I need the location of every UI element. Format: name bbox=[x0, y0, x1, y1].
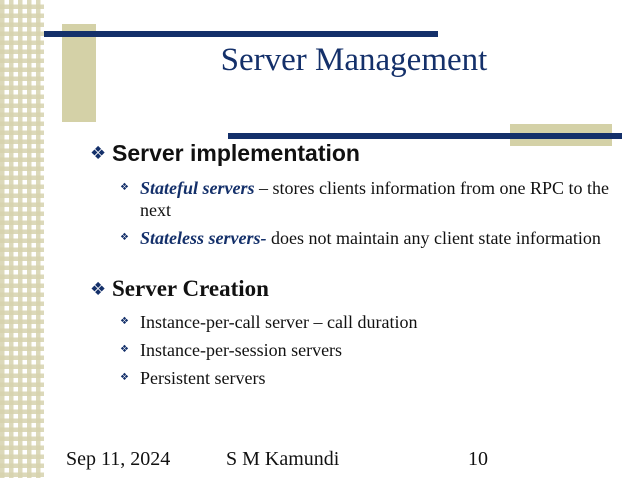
item-text: Instance-per-session servers bbox=[140, 340, 343, 360]
diamond-bullet-icon: ❖ bbox=[90, 143, 107, 164]
small-diamond-bullet-icon: ❖ bbox=[120, 182, 129, 193]
section-heading-label: Server implementation bbox=[112, 140, 360, 166]
list-item-persistent-servers bbox=[120, 367, 610, 389]
footer-date: Sep 11, 2024 bbox=[66, 448, 171, 470]
diamond-bullet-icon: ❖ bbox=[90, 278, 107, 300]
item-text: Persistent servers bbox=[140, 368, 266, 388]
list-item-instance-per-call bbox=[120, 311, 610, 333]
list-item-instance-per-session bbox=[120, 339, 610, 361]
small-diamond-bullet-icon: ❖ bbox=[120, 344, 129, 355]
item-text: – stores clients information from one RPC to the next bbox=[140, 178, 609, 220]
slide-title: Server Management bbox=[220, 42, 488, 78]
item-text: Instance-per-call server – call duration bbox=[140, 312, 418, 332]
decorative-bar-top bbox=[44, 31, 438, 37]
list-item-stateless-servers bbox=[120, 227, 610, 249]
footer-author: S M Kamundi bbox=[226, 448, 340, 470]
decorative-bar-mid bbox=[228, 133, 622, 139]
item-text: does not maintain any client state information bbox=[266, 228, 601, 248]
section-heading-server-implementation bbox=[90, 140, 360, 167]
footer-page-number: 10 bbox=[468, 448, 488, 470]
section-heading-label: Server Creation bbox=[112, 276, 269, 301]
list-item-stateful-servers bbox=[120, 177, 610, 221]
section-heading-server-creation bbox=[90, 276, 269, 302]
small-diamond-bullet-icon: ❖ bbox=[120, 316, 129, 327]
item-term: Stateless servers- bbox=[140, 228, 267, 248]
small-diamond-bullet-icon: ❖ bbox=[120, 232, 129, 243]
item-term: Stateful servers bbox=[140, 178, 255, 198]
small-diamond-bullet-icon: ❖ bbox=[120, 372, 129, 383]
